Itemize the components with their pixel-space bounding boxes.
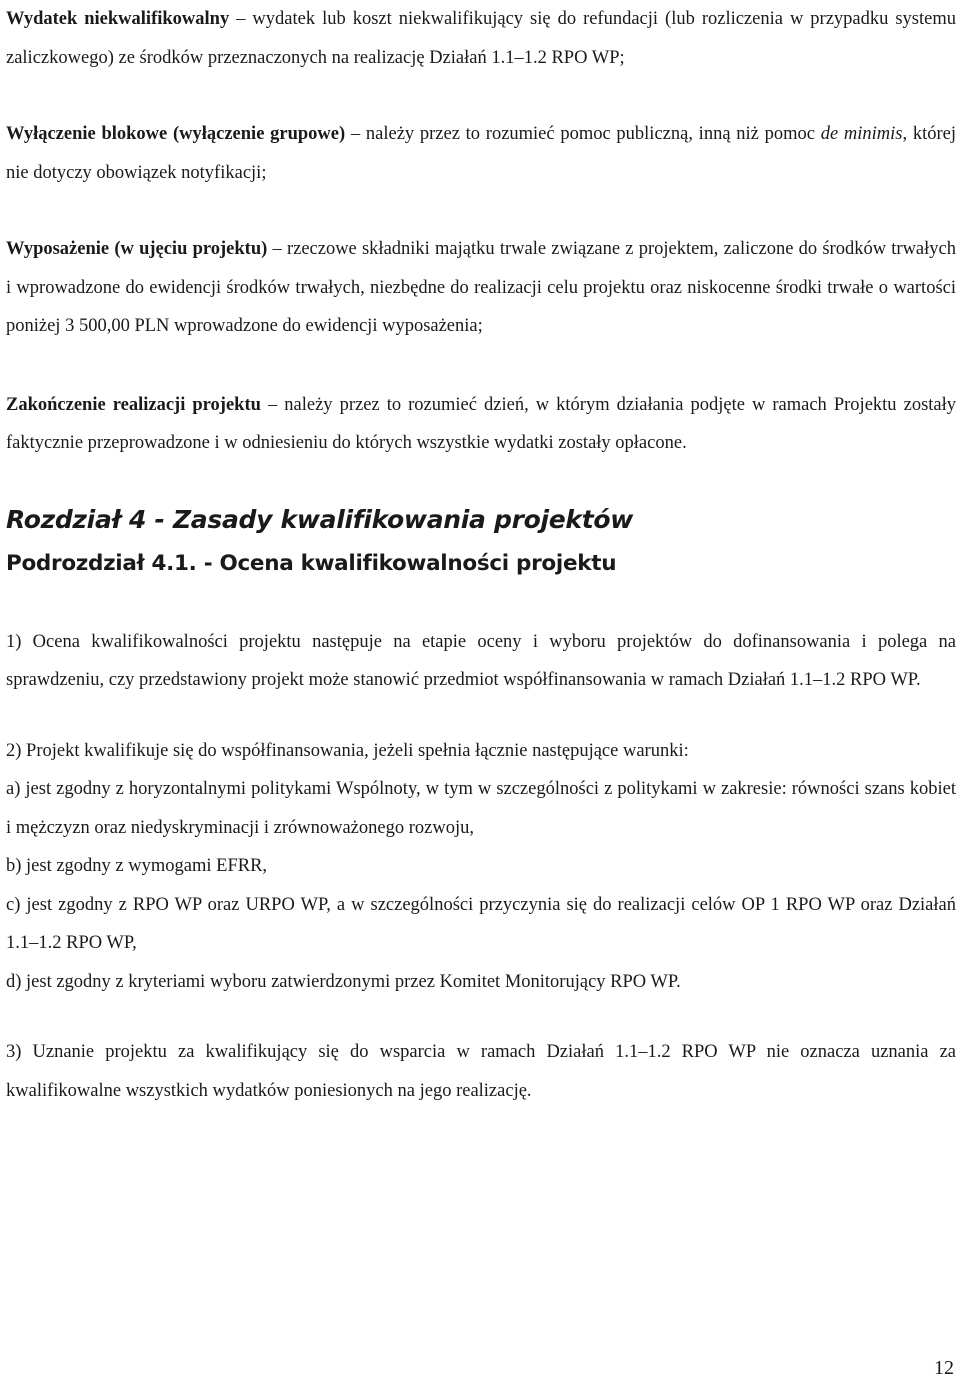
definition-text: – należy przez to rozumieć dzień, w którym działania podjęte w ramach Projektu zostały faktycznie przeprowadzone i w odniesieniu do których wszystkie wydatki zostały opłacone. — [6, 394, 957, 453]
definition-term: Wyposażenie (w ujęciu projektu) — [6, 239, 268, 259]
paragraph-1-block — [6, 623, 956, 700]
paragraph-2-intro: 2) Projekt kwalifikuje się do współfinansowania, jeżeli spełnia łącznie następujące warunki: — [6, 740, 689, 761]
definition-text: – wydatek lub koszt niekwalifikujący się do refundacji (lub rozliczenia w przypadku systemu zaliczkowego) ze środków przeznaczonych na realizację Działań 1.1–1.2 RPO WP; — [6, 9, 956, 68]
definition-zakonczenie-realizacji — [6, 386, 956, 463]
document-page — [6, 0, 956, 1142]
paragraph-2-item-c: c) jest zgodny z RPO WP oraz URPO WP, a w szczególności przyczynia się do realizacji celów OP 1 RPO WP oraz Działań 1.1–1.2 RPO WP, — [6, 894, 956, 953]
definition-wydatek-niekwalifikowalny — [6, 0, 956, 77]
paragraph-2-block — [6, 732, 956, 1002]
definition-wyposazenie — [6, 230, 956, 346]
paragraph-1: 1) Ocena kwalifikowalności projektu następuje na etapie oceny i wyboru projektów do dofinansowania i polega na sprawdzeniu, czy przedstawiony projekt może stanowić przedmiot współfinansowania w ramach Działań 1.1–1.2 RPO WP. — [6, 631, 956, 690]
definition-text: , której nie dotyczy obowiązek notyfikacji; — [6, 124, 956, 183]
subchapter-title: Podrozdział 4.1. - Ocena kwalifikowalności projektu — [6, 550, 617, 576]
paragraph-3-block — [6, 1033, 956, 1110]
definition-term: Wydatek niekwalifikowalny — [6, 9, 230, 29]
definition-text: – należy przez to rozumieć pomoc publiczną, inną niż pomoc — [345, 124, 821, 144]
definition-italic-term: de minimis — [820, 124, 903, 144]
definition-text: – rzeczowe składniki majątku trwale związane z projektem, zaliczone do środków trwałych i wprowadzone do ewidencji środków trwałych, niezbędne do realizacji celu projektu oraz niskocenne środki trwałe o wartości poniżej 3 500,00 PLN wprowadzone do ewidencji wyposażenia; — [6, 239, 956, 336]
definition-term: Wyłączenie blokowe (wyłączenie grupowe) — [6, 124, 346, 144]
page-number: 12 — [934, 1357, 954, 1379]
paragraph-2-item-b: b) jest zgodny z wymogami EFRR, — [6, 856, 268, 876]
chapter-title: Rozdział 4 - Zasady kwalifikowania projektów — [6, 504, 634, 534]
paragraph-2-item-d: d) jest zgodny z kryteriami wyboru zatwierdzonymi przez Komitet Monitorujący RPO WP. — [6, 971, 681, 992]
paragraph-2-item-a: a) jest zgodny z horyzontalnymi politykami Wspólnoty, w tym w szczególności z politykami w zakresie: równości szans kobiet i mężczyzn oraz niedyskryminacji i zrównoważonego rozwoju, — [6, 779, 956, 838]
definition-wylaczenie-blokowe — [6, 115, 956, 192]
paragraph-3: 3) Uznanie projektu za kwalifikujący się do wsparcia w ramach Działań 1.1–1.2 RPO WP nie oznacza uznania za kwalifikowalne wszystkich wydatków poniesionych na jego realizację. — [6, 1042, 956, 1101]
definition-term: Zakończenie realizacji projektu — [6, 394, 261, 415]
